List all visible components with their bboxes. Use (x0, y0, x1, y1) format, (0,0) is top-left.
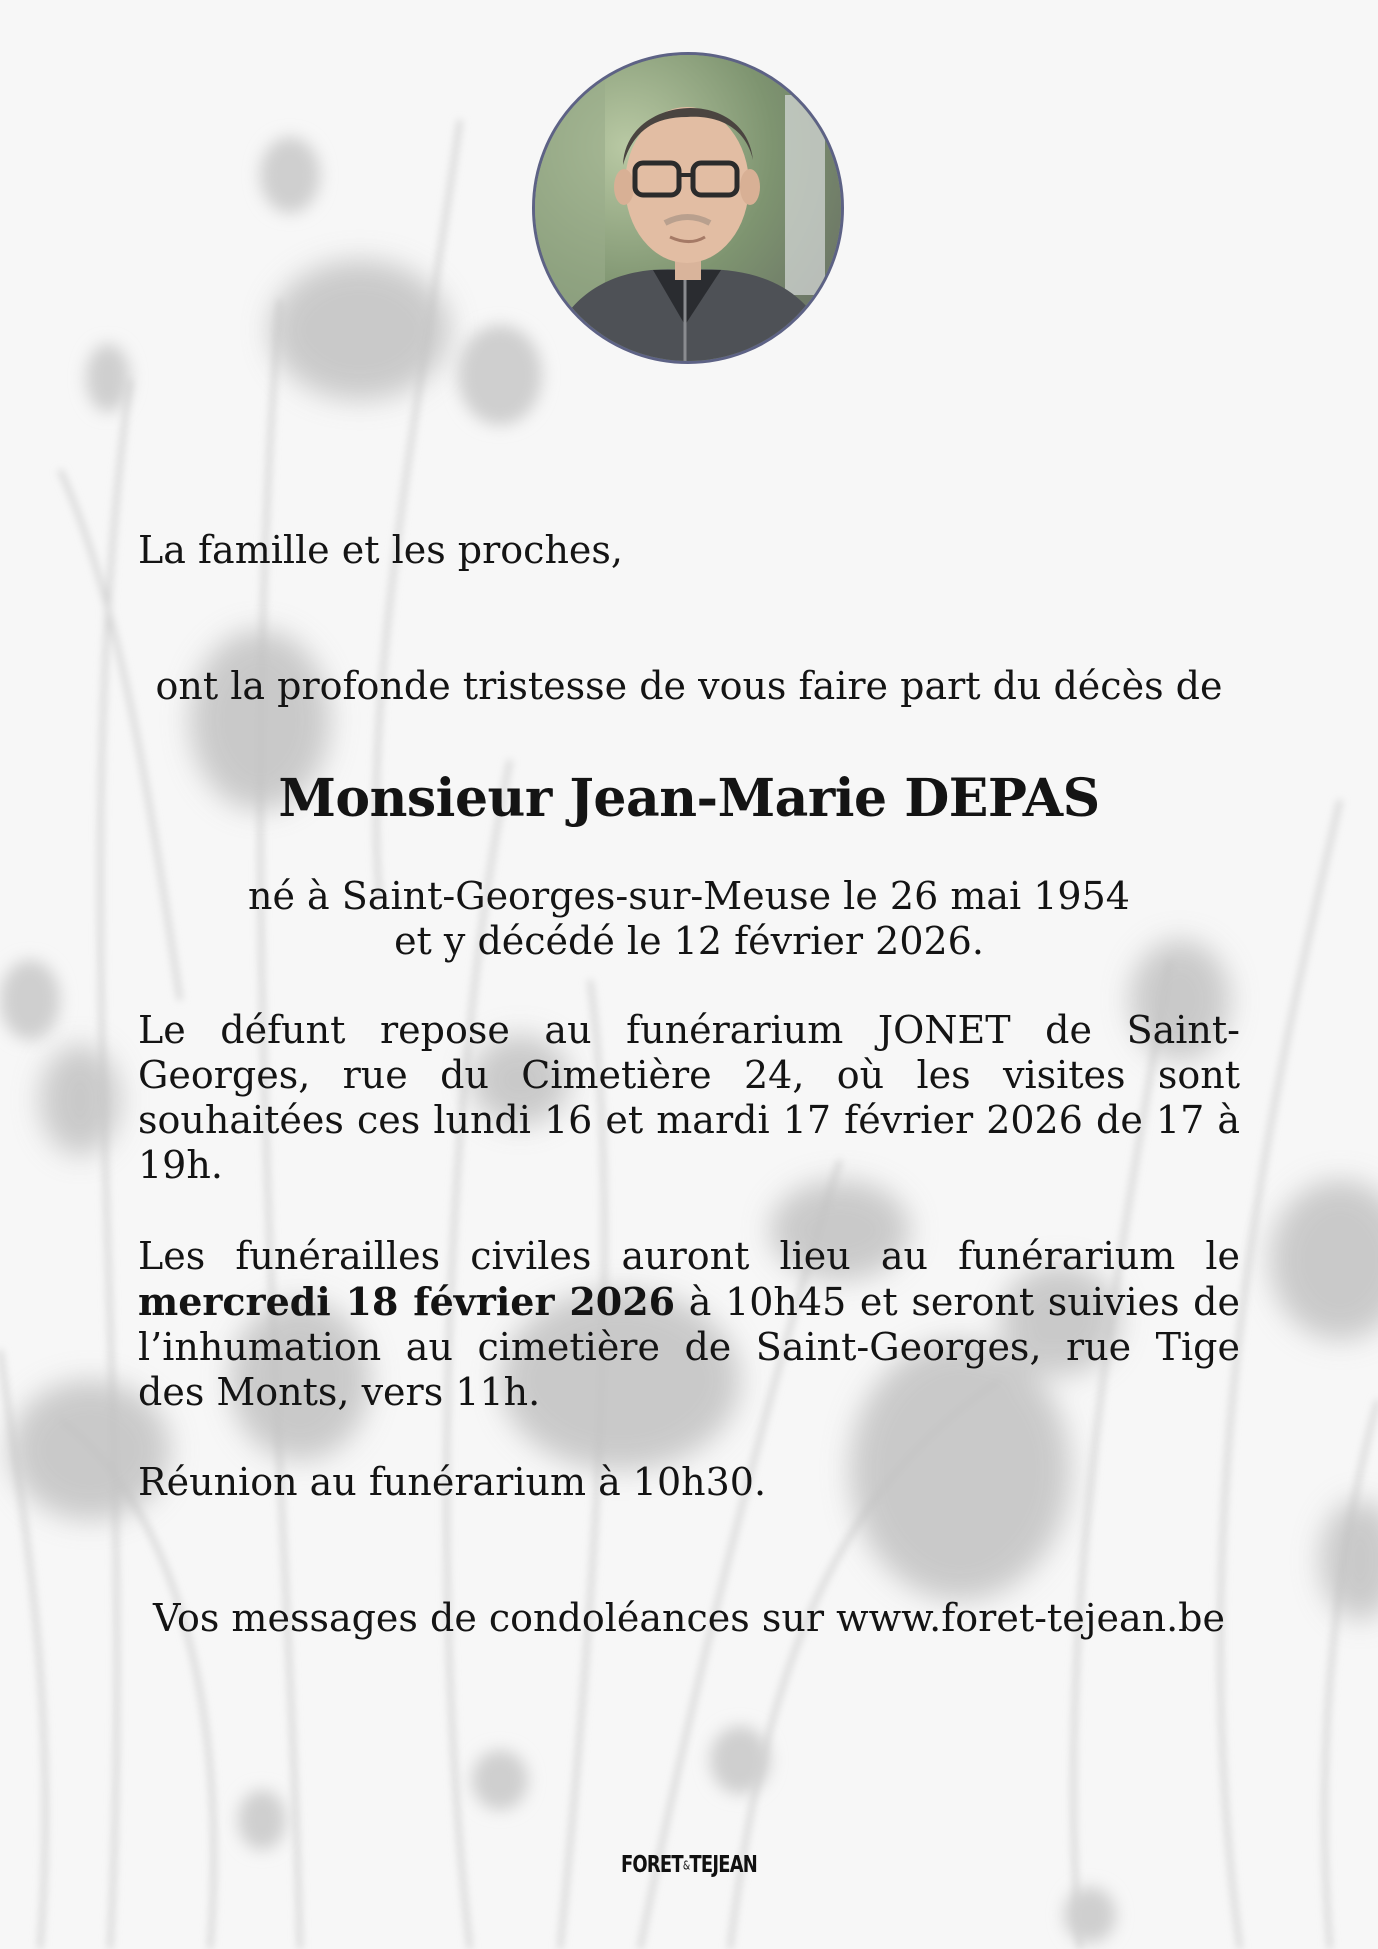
logo-right: TEJEAN (689, 1852, 758, 1878)
funeral-home-logo (611, 1852, 767, 1878)
logo-ampersand: & (682, 1858, 690, 1873)
logo-left: FORET (620, 1852, 683, 1878)
funeral-text-after: à 10h45 et seront suivies de l’inhumation au cimetière de Saint-Georges, rue Tige des Monts, vers 11h. (138, 1280, 1240, 1414)
funeral-date: mercredi 18 février 2026 (138, 1279, 676, 1324)
meeting-line: Réunion au funérarium à 10h30. (138, 1460, 767, 1504)
announcement-line: ont la profonde tristesse de vous faire part du décès de (155, 664, 1223, 708)
funeral-paragraph (138, 1234, 1240, 1415)
portrait-icon (535, 55, 841, 361)
visitation-paragraph: Le défunt repose au funérarium JONET de Saint-Georges, rue du Cimetière 24, où les visites sont souhaitées ces lundi 16 et mardi 17 février 2026 de 17 à 19h. (138, 1008, 1240, 1187)
death-line: et y décédé le 12 février 2026. (394, 919, 984, 963)
portrait-photo (532, 52, 844, 364)
intro-line: La famille et les proches, (138, 528, 624, 572)
funeral-text-before: Les funérailles civiles auront lieu au funérarium le (138, 1234, 1240, 1278)
birth-line: né à Saint-Georges-sur-Meuse le 26 mai 1954 (248, 874, 1130, 918)
deceased-name: Monsieur Jean-Marie DEPAS (278, 768, 1100, 829)
condolences-line: Vos messages de condoléances sur www.foret-tejean.be (153, 1596, 1225, 1640)
birth-death-block (138, 874, 1240, 964)
